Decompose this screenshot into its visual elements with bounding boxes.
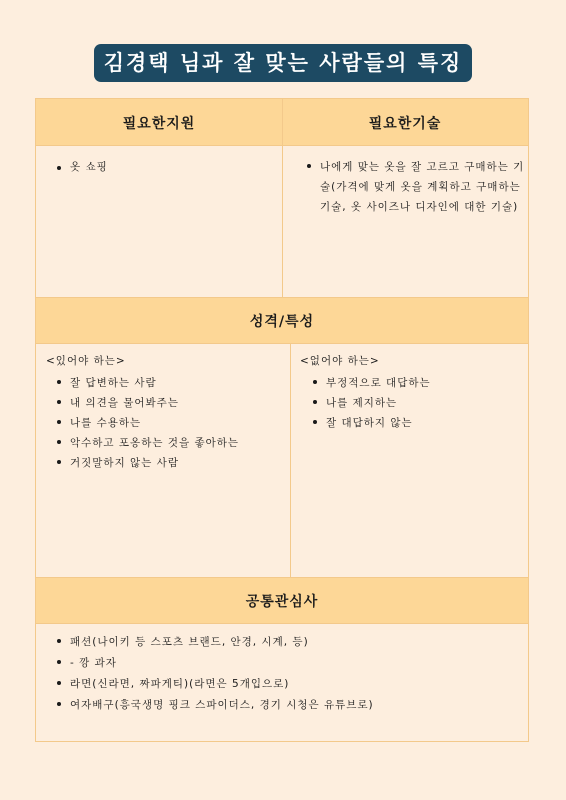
column-divider — [290, 343, 291, 577]
divider — [36, 623, 528, 624]
support-list — [54, 159, 274, 174]
divider — [36, 297, 528, 298]
skills-heading: 필요한기술 — [368, 116, 442, 132]
list-item: 부정적으로 대답하는 — [310, 373, 520, 393]
list-item: 잘 대답하지 않는 — [310, 413, 520, 433]
list-item: 내 의견을 물어봐주는 — [54, 393, 274, 413]
list-item: 패션(나이키 등 스포츠 브랜드, 안경, 시계, 등) — [54, 632, 514, 653]
skills-list — [304, 157, 526, 217]
should-have-list — [54, 373, 274, 473]
list-item: 거짓말하지 않는 사람 — [54, 453, 274, 473]
title-wrap — [0, 44, 566, 82]
page-title: 김경택 님과 잘 맞는 사람들의 특징 — [94, 44, 473, 82]
should-not-have-list — [310, 373, 520, 433]
should-not-have-label: <없어야 하는> — [300, 355, 380, 367]
profile-sheet — [35, 98, 529, 742]
divider — [36, 577, 528, 578]
list-item: 나를 수용하는 — [54, 413, 274, 433]
support-heading: 필요한지원 — [122, 116, 196, 132]
list-item: 악수하고 포옹하는 것을 좋아하는 — [54, 433, 274, 453]
list-item: 라면(신라면, 짜파게티)(라면은 5개입으로) — [54, 674, 514, 695]
should-have-label: <있어야 하는> — [46, 355, 126, 367]
list-item: 나를 제지하는 — [310, 393, 520, 413]
list-item: 여자배구(흥국생명 핑크 스파이더스, 경기 시청은 유튜브로) — [54, 695, 514, 716]
list-item: 옷 쇼핑 — [54, 159, 274, 174]
list-item: 잘 답변하는 사람 — [54, 373, 274, 393]
traits-heading: 성격/특성 — [249, 314, 315, 330]
divider — [36, 343, 528, 344]
interests-heading: 공통관심사 — [245, 594, 319, 610]
column-divider — [282, 99, 283, 297]
interests-list — [54, 632, 514, 716]
list-item: - 깡 과자 — [54, 653, 514, 674]
list-item: 나에게 맞는 옷을 잘 고르고 구매하는 기술(가격에 맞게 옷을 계획하고 구매하는 기술, 옷 사이즈나 디자인에 대한 기술) — [304, 157, 526, 217]
